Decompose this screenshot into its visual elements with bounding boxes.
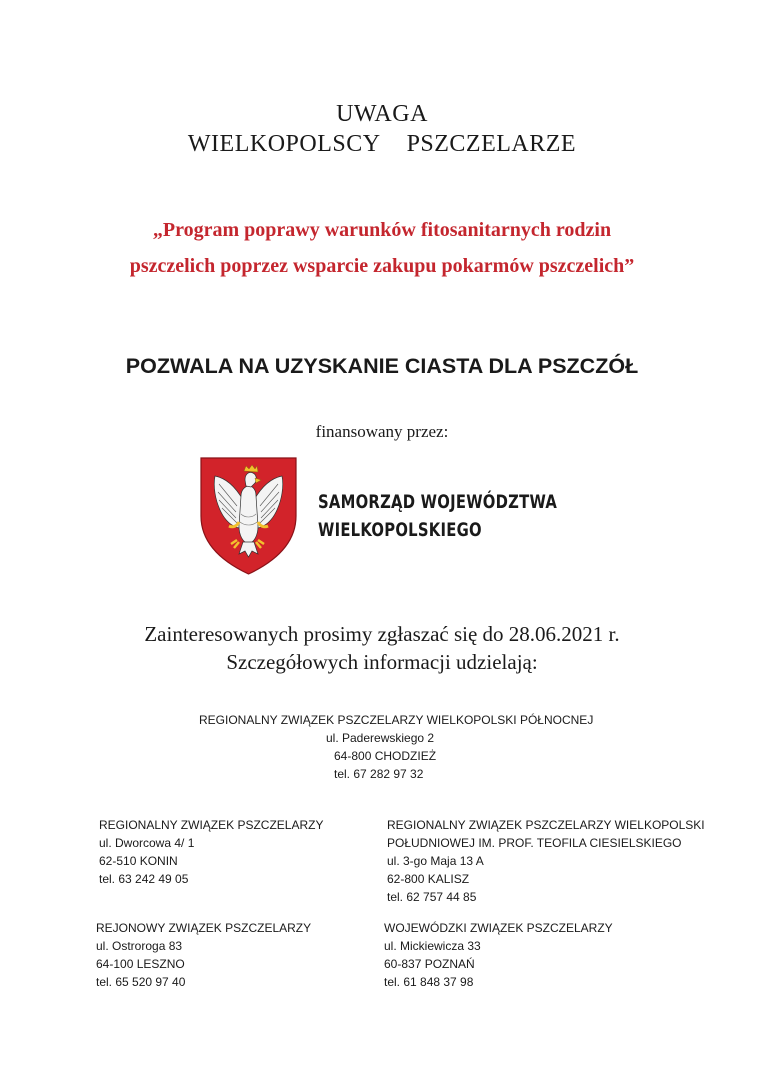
contact-org-name-cont: POŁUDNIOWEJ IM. PROF. TEOFILA CIESIELSKIEGO (387, 836, 682, 850)
contact-poznan (384, 919, 664, 991)
funder-name-line-1: SAMORZĄD WOJEWÓDZTWA (318, 491, 558, 513)
contact-street: ul. Dworcowa 4/ 1 (99, 836, 195, 850)
contact-phone: tel. 65 520 97 40 (96, 975, 186, 989)
information-notice: Szczegółowych informacji udzielają: (226, 650, 538, 674)
contact-city: 64-800 CHODZIEŻ (334, 749, 437, 763)
contact-phone: tel. 63 242 49 05 (99, 872, 189, 886)
contact-leszno (96, 919, 356, 991)
program-name-line-2: pszczelich poprzez wsparcie zakupu pokarmów pszczelich” (129, 255, 635, 277)
contact-city: 60-837 POZNAŃ (384, 957, 475, 971)
wielkopolska-eagle-crest-icon (199, 456, 298, 576)
contact-city: 64-100 LESZNO (96, 957, 185, 971)
contact-org-name: REJONOWY ZWIĄZEK PSZCZELARZY (96, 921, 312, 935)
contact-city: 62-800 KALISZ (387, 872, 470, 886)
notice-subtitle (0, 130, 764, 158)
subtitle-word-2: PSZCZELARZE (406, 131, 577, 157)
contact-org-name: REGIONALNY ZWIĄZEK PSZCZELARZY WIELKOPOLSKI (387, 818, 705, 832)
contact-street: ul. Paderewskiego 2 (326, 731, 435, 745)
program-name (0, 212, 764, 284)
headline: POZWALA NA UZYSKANIE CIASTA DLA PSZCZÓŁ (125, 354, 639, 378)
contact-street: ul. 3-go Maja 13 A (387, 854, 484, 868)
subtitle-word-1: WIELKOPOLSCY (187, 131, 381, 157)
program-name-line-1: „Program poprawy warunków fitosanitarnych rodzin (152, 219, 612, 241)
notice-title: UWAGA (336, 101, 428, 127)
contact-phone: tel. 61 848 37 98 (384, 975, 474, 989)
funder-name (318, 488, 568, 544)
contact-north (199, 711, 594, 783)
contact-phone: tel. 67 282 97 32 (334, 767, 424, 781)
contact-org-name: REGIONALNY ZWIĄZEK PSZCZELARZY WIELKOPOLSKI PÓŁNOCNEJ (199, 713, 594, 727)
deadline-notice: Zainteresowanych prosimy zgłaszać się do 28.06.2021 r. (144, 622, 620, 646)
contact-phone: tel. 62 757 44 85 (387, 890, 477, 904)
contact-street: ul. Mickiewicza 33 (384, 939, 481, 953)
contact-konin (99, 816, 359, 888)
contact-org-name: WOJEWÓDZKI ZWIĄZEK PSZCZELARZY (384, 921, 613, 935)
funded-by-label: finansowany przez: (315, 422, 449, 441)
contact-kalisz (387, 816, 707, 906)
contact-street: ul. Ostroroga 83 (96, 939, 183, 953)
contact-org-name: REGIONALNY ZWIĄZEK PSZCZELARZY (99, 818, 324, 832)
funder-name-line-2: WIELKOPOLSKIEGO (318, 519, 482, 541)
contact-city: 62-510 KONIN (99, 854, 178, 868)
